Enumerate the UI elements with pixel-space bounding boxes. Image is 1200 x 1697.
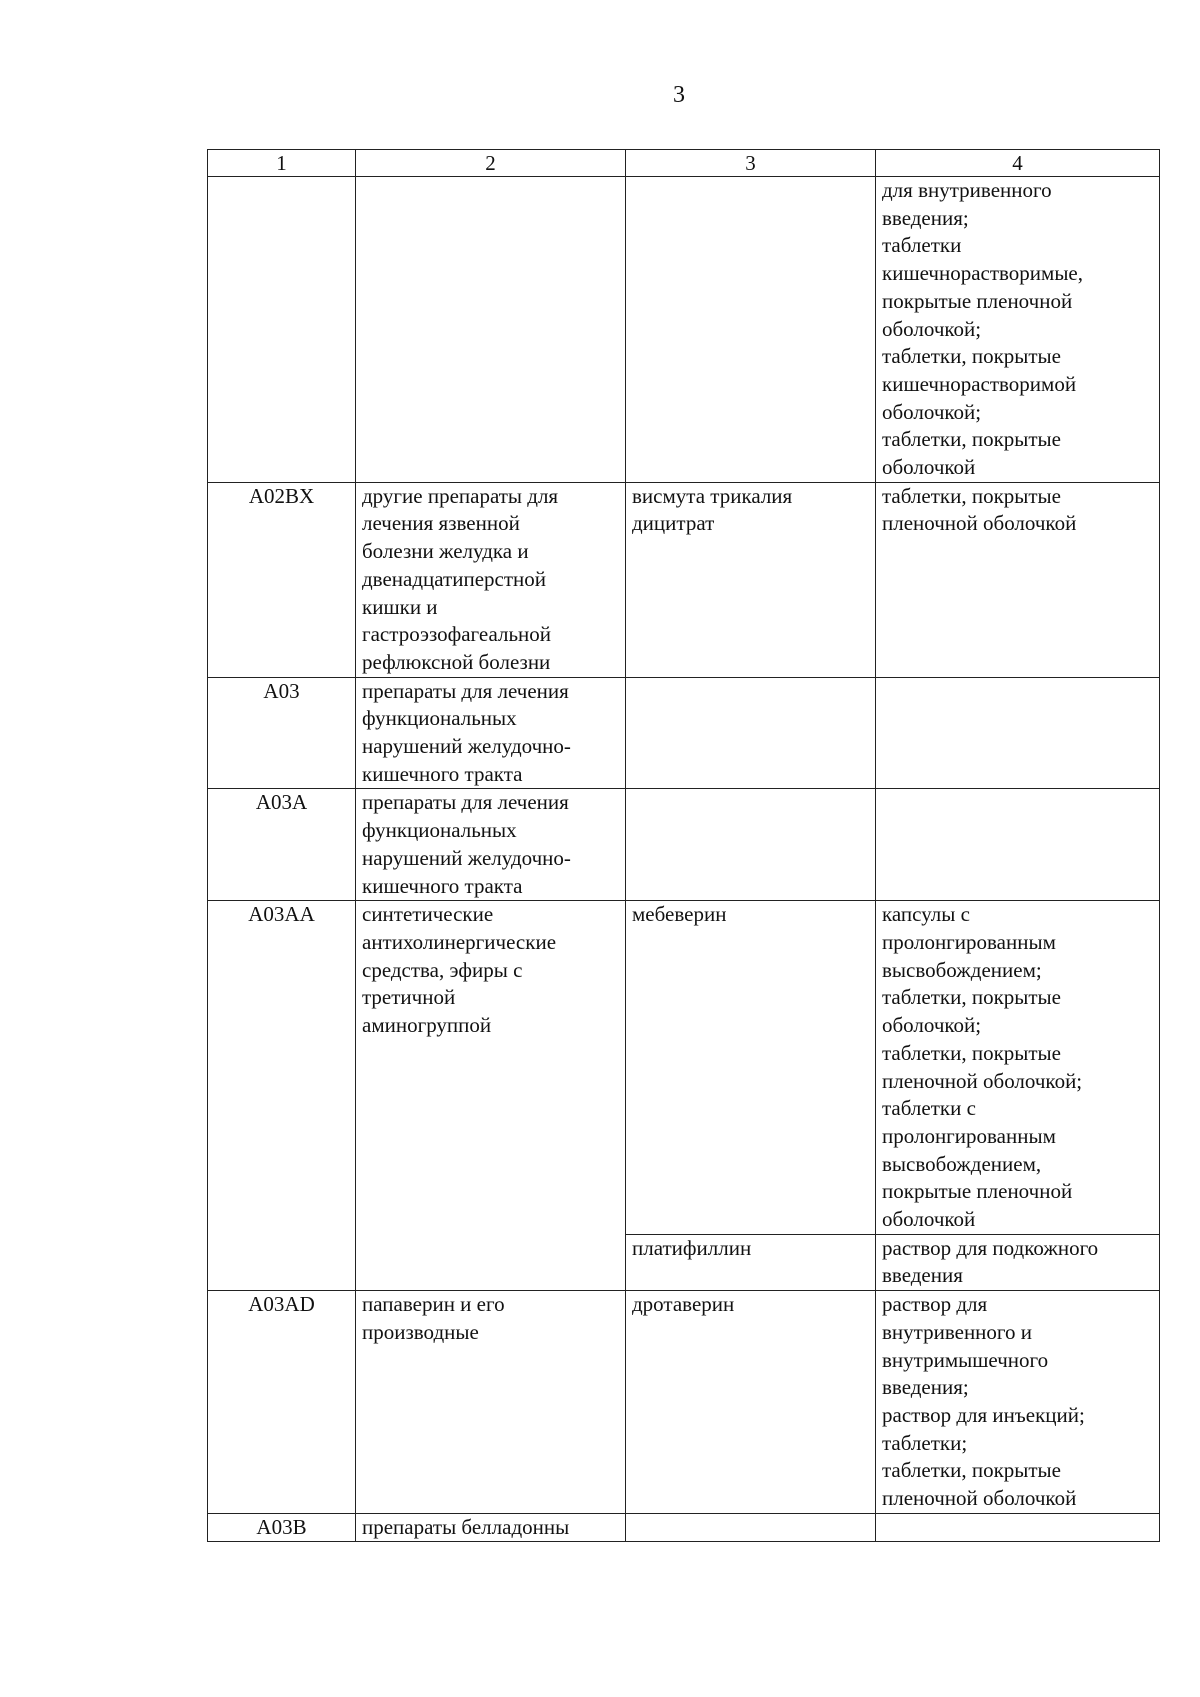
- group-cell: папаверин и его производные: [356, 1291, 626, 1514]
- dosage-forms-cell: [876, 789, 1160, 901]
- table-row: [208, 677, 1160, 789]
- table-row: [208, 789, 1160, 901]
- group-cell: синтетические антихолинергические средства, эфиры с третичной аминогруппой: [356, 901, 626, 1291]
- drug-cell: [626, 177, 876, 483]
- dosage-forms-cell: таблетки, покрытые пленочной оболочкой: [876, 482, 1160, 677]
- group-cell: [356, 177, 626, 483]
- dosage-forms-cell: [876, 677, 1160, 789]
- table-header-row: [208, 150, 1160, 177]
- header-cell-2: 2: [356, 150, 626, 177]
- page-number: 3: [673, 82, 685, 108]
- group-cell: препараты для лечения функциональных нарушений желудочно- кишечного тракта: [356, 789, 626, 901]
- group-cell: другие препараты для лечения язвенной болезни желудка и двенадцатиперстной кишки и гастроэзофагеальной рефлюксной болезни: [356, 482, 626, 677]
- dosage-forms-cell: [876, 1513, 1160, 1542]
- table-row: [208, 1291, 1160, 1514]
- drug-cell: висмута трикалия дицитрат: [626, 482, 876, 677]
- atc-code-cell: A03: [208, 677, 356, 789]
- dosage-forms-cell: раствор для подкожного введения: [876, 1234, 1160, 1290]
- drug-list-table: [207, 149, 1160, 1542]
- group-cell: препараты белладонны: [356, 1513, 626, 1542]
- header-cell-1: 1: [208, 150, 356, 177]
- atc-code-cell: A03AA: [208, 901, 356, 1291]
- drug-cell: дротаверин: [626, 1291, 876, 1514]
- drug-cell: [626, 789, 876, 901]
- atc-code-cell: A03B: [208, 1513, 356, 1542]
- drug-cell: мебеверин: [626, 901, 876, 1234]
- dosage-forms-cell: капсулы с пролонгированным высвобождением; таблетки, покрытые оболочкой; таблетки, покрытые пленочной оболочкой; таблетки с пролонгированным высвобождением, покрытые пленочной оболочкой: [876, 901, 1160, 1234]
- drug-list-table-container: [207, 149, 1159, 1542]
- atc-code-cell: A03A: [208, 789, 356, 901]
- drug-cell: платифиллин: [626, 1234, 876, 1290]
- table-row: [208, 482, 1160, 677]
- atc-code-cell: A03AD: [208, 1291, 356, 1514]
- table-row: [208, 177, 1160, 483]
- group-cell: препараты для лечения функциональных нарушений желудочно- кишечного тракта: [356, 677, 626, 789]
- drug-cell: [626, 677, 876, 789]
- drug-cell: [626, 1513, 876, 1542]
- atc-code-cell: A02BX: [208, 482, 356, 677]
- header-cell-4: 4: [876, 150, 1160, 177]
- table-row: [208, 1513, 1160, 1542]
- dosage-forms-cell: раствор для внутривенного и внутримышечного введения; раствор для инъекций; таблетки; таблетки, покрытые пленочной оболочкой: [876, 1291, 1160, 1514]
- dosage-forms-cell: для внутривенного введения; таблетки кишечнорастворимые, покрытые пленочной оболочкой; таблетки, покрытые кишечнорастворимой оболочкой; таблетки, покрытые оболочкой: [876, 177, 1160, 483]
- table-row: [208, 901, 1160, 1234]
- atc-code-cell: [208, 177, 356, 483]
- header-cell-3: 3: [626, 150, 876, 177]
